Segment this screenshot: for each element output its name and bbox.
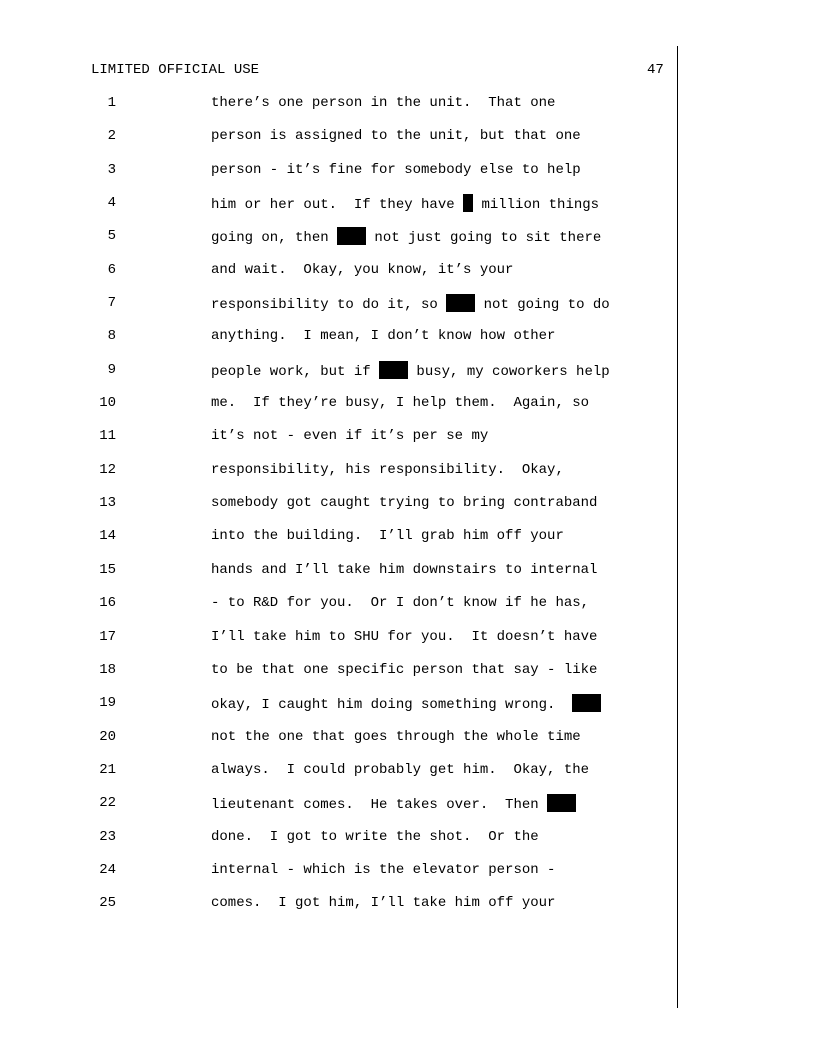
redaction-box	[463, 194, 473, 212]
line-text	[211, 794, 576, 814]
line-number: 15	[99, 561, 116, 578]
text-segment: somebody got caught trying to bring contraband	[211, 495, 598, 512]
page-number: 47	[647, 62, 664, 78]
line-text	[211, 628, 597, 646]
text-segment: me. If they’re busy, I help them. Again, so	[211, 395, 590, 412]
text-segment: lieutenant comes. He takes over. Then	[211, 797, 548, 814]
line-number: 20	[99, 728, 116, 745]
line-text	[211, 127, 581, 145]
text-segment: into the building. I’ll grab him off your	[211, 528, 564, 545]
redaction-box	[379, 361, 408, 379]
line-number: 1	[107, 95, 116, 111]
transcript-line	[0, 527, 816, 560]
text-segment: and wait. Okay, you know, it’s your	[211, 261, 514, 278]
transcript-line	[0, 361, 816, 394]
line-text	[211, 461, 564, 479]
line-number: 22	[99, 795, 116, 812]
line-text	[211, 861, 555, 879]
transcript-line	[0, 761, 816, 794]
transcript-line	[0, 194, 816, 227]
line-text	[211, 261, 513, 279]
line-number: 2	[107, 128, 116, 145]
line-number: 8	[107, 328, 116, 345]
line-text	[211, 294, 610, 314]
line-number: 12	[99, 461, 116, 478]
line-text	[211, 394, 589, 412]
text-segment: hands and I’ll take him downstairs to internal	[211, 561, 598, 578]
line-text	[211, 327, 555, 345]
transcript-line	[0, 661, 816, 694]
transcript-line	[0, 728, 816, 761]
text-segment: going on, then	[211, 230, 338, 247]
line-text	[211, 527, 564, 545]
line-number: 13	[99, 495, 116, 512]
transcript-line	[0, 894, 816, 927]
text-segment: him or her out. If they have	[211, 197, 464, 214]
line-text	[211, 561, 597, 579]
line-text	[211, 94, 555, 112]
transcript-line	[0, 694, 816, 727]
line-number: 3	[107, 161, 116, 178]
text-segment: not going to do	[475, 297, 610, 314]
text-segment: I’ll take him to SHU for you. It doesn’t have	[211, 628, 598, 645]
text-segment: it’s not - even if it’s per se my	[211, 428, 489, 445]
line-text	[211, 894, 555, 912]
transcript-line	[0, 394, 816, 427]
line-number: 19	[99, 695, 116, 712]
text-segment: always. I could probably get him. Okay, the	[211, 761, 590, 778]
transcript-line	[0, 161, 816, 194]
line-text	[211, 828, 539, 846]
text-segment: there’s one person in the unit. That one	[211, 95, 556, 111]
text-segment: million things	[473, 197, 600, 214]
text-segment: anything. I mean, I don’t know how other	[211, 328, 556, 345]
line-text	[211, 427, 488, 445]
line-number: 4	[107, 195, 116, 212]
line-text	[211, 694, 601, 714]
text-segment: not just going to sit there	[366, 230, 602, 247]
line-number: 7	[107, 295, 116, 312]
text-segment: done. I got to write the shot. Or the	[211, 828, 539, 845]
line-number: 23	[99, 828, 116, 845]
line-number: 21	[99, 761, 116, 778]
line-text	[211, 227, 601, 247]
transcript-line	[0, 327, 816, 360]
text-segment: - to R&D for you. Or I don’t know if he has,	[211, 595, 590, 612]
line-text	[211, 594, 589, 612]
transcript-lines	[0, 94, 816, 928]
transcript-line	[0, 628, 816, 661]
line-number: 6	[107, 261, 116, 278]
line-number: 11	[99, 428, 116, 445]
transcript-line	[0, 461, 816, 494]
line-text	[211, 728, 581, 746]
transcript-line	[0, 794, 816, 827]
transcript-line	[0, 261, 816, 294]
transcript-line	[0, 494, 816, 527]
text-segment: people work, but if	[211, 363, 380, 380]
classification-header: LIMITED OFFICIAL USE	[91, 62, 260, 78]
redaction-box	[446, 294, 475, 312]
line-text	[211, 661, 597, 679]
transcript-line	[0, 127, 816, 160]
text-segment: not the one that goes through the whole time	[211, 728, 581, 745]
text-segment: comes. I got him, I’ll take him off your	[211, 895, 556, 912]
text-segment: responsibility to do it, so	[211, 297, 447, 314]
transcript-line	[0, 828, 816, 861]
line-number: 25	[99, 895, 116, 912]
redaction-box	[572, 694, 601, 712]
text-segment: busy, my coworkers help	[408, 363, 610, 380]
transcript-line	[0, 94, 816, 127]
line-number: 18	[99, 661, 116, 678]
text-segment: person is assigned to the unit, but that one	[211, 128, 581, 145]
line-text	[211, 494, 597, 512]
text-segment: okay, I caught him doing something wrong.	[211, 697, 573, 714]
line-number: 9	[107, 361, 116, 378]
transcript-line	[0, 294, 816, 327]
line-number: 14	[99, 528, 116, 545]
redaction-box	[337, 227, 366, 245]
text-segment: to be that one specific person that say - like	[211, 661, 598, 678]
line-number: 24	[99, 861, 116, 878]
text-segment: responsibility, his responsibility. Okay,	[211, 461, 564, 478]
redaction-box	[547, 794, 576, 812]
line-text	[211, 194, 599, 214]
text-segment: person - it’s fine for somebody else to help	[211, 161, 581, 178]
line-text	[211, 761, 589, 779]
transcript-line	[0, 427, 816, 460]
transcript-line	[0, 861, 816, 894]
transcript-line	[0, 561, 816, 594]
text-segment: internal - which is the elevator person -	[211, 861, 556, 878]
line-number: 16	[99, 595, 116, 612]
line-number: 17	[99, 628, 116, 645]
transcript-line	[0, 594, 816, 627]
line-number: 10	[99, 395, 116, 412]
line-text	[211, 161, 581, 179]
transcript-line	[0, 227, 816, 260]
line-text	[211, 361, 610, 381]
line-number: 5	[107, 228, 116, 245]
